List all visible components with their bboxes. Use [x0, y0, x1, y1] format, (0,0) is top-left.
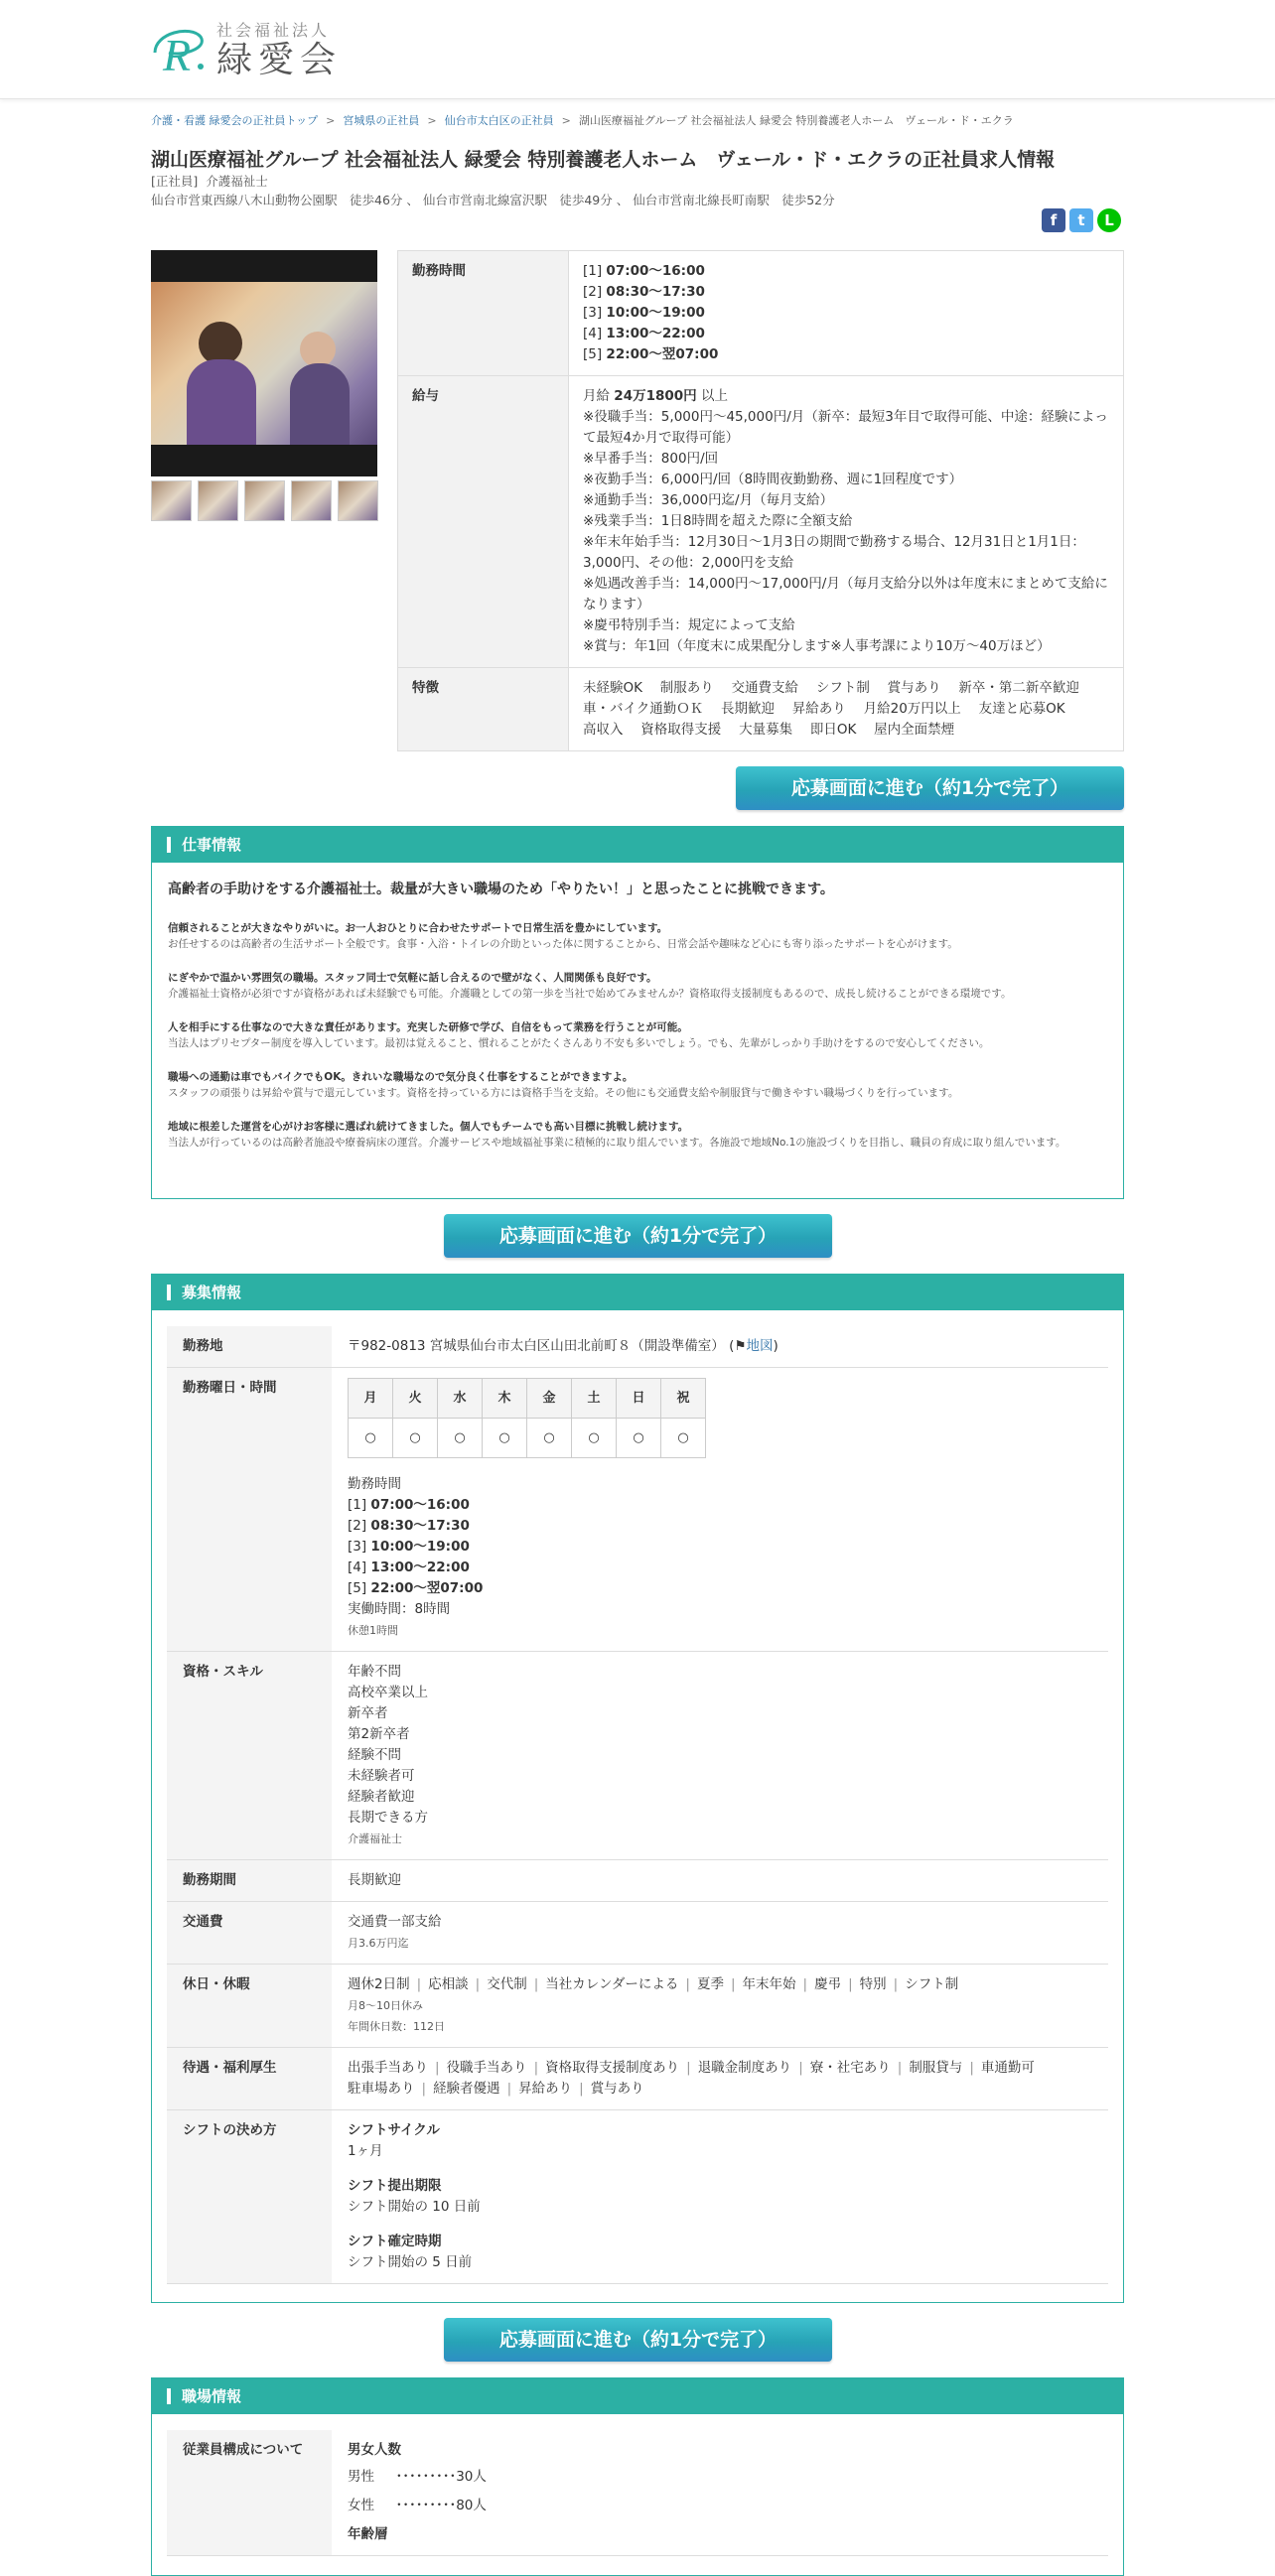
job-info-panel: [151, 826, 1124, 1199]
nearest-stations: 仙台市営東西線八木山動物公園駅 徒歩46分 、 仙台市営南北線富沢駅 徒歩49分 、 仙台市営南北線長町南駅 徒歩52分: [151, 193, 835, 207]
photo-thumbnails: [151, 480, 378, 521]
days-value: 月 火 水 木 金 土 日 祝 ○ ○ ○ ○ ○ ○ ○ ○ 勤務時間 [1] 07:00～16:00 [2] 08:30～17:30 [3] 10:00～19:00 [4] 13:00～22:00 [5] 22:00～翌07:00 実働時間：8時間 休憩1時間: [332, 1368, 1108, 1652]
skills-label: 資格・スキル: [167, 1652, 332, 1860]
recruit-table: [167, 1326, 1108, 2284]
summary-table: [397, 250, 1124, 751]
welfare-value: 出張手当あり | 役職手当あり | 資格取得支援制度あり | 退職金制度あり | 寮・社宅あり | 制服貸与 | 車通勤可 駐車場あり | 経験者優遇 | 昇給あり | 賞与あり: [332, 2048, 1108, 2110]
location-value: 〒982-0813 宮城県仙台市太白区山田北前町８（開設準備室） (⚑地図): [332, 1326, 1108, 1368]
skills-value: 年齢不問 高校卒業以上 新卒者 第2新卒者 経験不問 未経験者可 経験者歓迎 長期できる方 介護福祉士: [332, 1652, 1108, 1860]
thumbnail[interactable]: [151, 480, 192, 521]
thumbnail[interactable]: [338, 480, 378, 521]
logo-subtitle: 社会福祉法人: [216, 21, 331, 40]
workplace-table: [167, 2430, 1108, 2556]
salary-value: 月給 24万1800円 以上 ※役職手当：5,000円～45,000円/月（新卒：最短3年目で取得可能、中途：経験によって最短4か月で取得可能） ※早番手当：800円/回 ※夜勤手当：6,000円/回（8時間夜勤勤務、週に1回程度です） ※通勤手当：36,000円迄/月（毎月支給） ※残業手当：1日8時間を超えた際に全額支給 ※年末年始手当：12月30日～1月3日の期間で勤務する場合、12月31日と1月1日：3,000円、その他：2,000円を支給 ※処遇改善手当：14,000円～17,000円/月（毎月支給分以外は年度末にまとめて支給になります） ※慶弔特別手当：規定によって支給 ※賞与：年1回（年度末に成果配分します※人事考課により10万～40万ほど）: [569, 376, 1124, 668]
hours-label: 勤務時間: [398, 251, 569, 376]
employment-type: [正社員]: [151, 174, 199, 189]
period-value: 長期歓迎: [332, 1860, 1108, 1902]
salary-label: 給与: [398, 376, 569, 668]
shift-label: シフトの決め方: [167, 2110, 332, 2284]
welfare-label: 待遇・福利厚生: [167, 2048, 332, 2110]
transport-label: 交通費: [167, 1902, 332, 1965]
workplace-panel: [151, 2377, 1124, 2576]
days-label: 勤務曜日・時間: [167, 1368, 332, 1652]
staff-value: 男女人数 男性 ･････････30人 女性 ･････････80人 年齢層: [332, 2430, 1108, 2556]
shift-value: シフトサイクル 1ヶ月 シフト提出期限 シフト開始の 10 日前 シフト確定時期 シフト開始の 5 日前: [332, 2110, 1108, 2284]
map-link[interactable]: 地図: [746, 1338, 774, 1354]
holiday-value: 週休2日制 | 応相談 | 交代制 | 当社カレンダーによる | 夏季 | 年末年始 | 慶弔 | 特別 | シフト制 月8～10日休み 年間休日数：112日: [332, 1965, 1108, 2048]
breadcrumb-city[interactable]: 仙台市太白区の正社員: [444, 114, 554, 127]
location-label: 勤務地: [167, 1326, 332, 1368]
period-label: 勤務期間: [167, 1860, 332, 1902]
job-point: 職場への通勤は車でもバイクでもOK。きれいな職場なので気分良く仕事をすることができますよ。 スタッフの頑張りは昇給や賞与で還元しています。資格を持っている方には資格手当を支給。その他にも交通費支給や制服貸与で働きやすい職場づくりを行っています。: [168, 1071, 959, 1099]
features-value: 未経験OK 制服あり 交通費支給 シフト制 賞与あり 新卒・第二新卒歓迎 車・バイク通勤ＯＫ 長期歓迎 昇給あり 月給20万円以上 友達と応募OK 高収入 資格取得支援 大量募集 即日OK 屋内全面禁煙: [569, 668, 1124, 751]
logo-initial: R: [163, 29, 192, 80]
thumbnail[interactable]: [244, 480, 285, 521]
breadcrumb-separator: >: [561, 114, 571, 127]
thumbnail[interactable]: [198, 480, 238, 521]
breadcrumb-separator: >: [427, 114, 437, 127]
breadcrumb: [151, 112, 1124, 128]
section-heading: 職場情報: [152, 2378, 1123, 2414]
job-summary: [151, 172, 1124, 209]
apply-button[interactable]: 応募画面に進む（約1分で完了）: [444, 1214, 832, 1258]
map-pin-icon: ⚑: [734, 1338, 747, 1354]
staff-label: 従業員構成について: [167, 2430, 332, 2556]
job-lead: 高齢者の手助けをする介護福祉士。裁量が大きい職場のため「やりたい！」と思ったことに挑戦できます。: [168, 881, 834, 897]
hours-value: [1] 07:00～16:00 [2] 08:30～17:30 [3] 10:00～19:00 [4] 13:00～22:00 [5] 22:00～翌07:00: [569, 251, 1124, 376]
logo-mark-icon: [151, 19, 207, 80]
holiday-label: 休日・休暇: [167, 1965, 332, 2048]
job-point: 地域に根差した運営を心がけお客様に選ばれ続けてきました。個人でもチームでも高い目標に挑戦し続けます。 当法人が行っているのは高齢者施設や療養病床の運営。介護サービスや地域福祉事業に積極的に取り組んでいます。各施設で地域No.1の施設づくりを目指し、職員の育成に取り組んでいます。: [168, 1121, 1066, 1149]
features-label: 特徴: [398, 668, 569, 751]
site-header: [0, 0, 1275, 99]
section-heading: 仕事情報: [152, 827, 1123, 863]
breadcrumb-prefecture[interactable]: 宮城県の正社員: [343, 114, 420, 127]
apply-button[interactable]: 応募画面に進む（約1分で完了）: [444, 2318, 832, 2362]
transport-value: 交通費一部支給 月3.6万円迄: [332, 1902, 1108, 1965]
section-heading: 募集情報: [152, 1275, 1123, 1310]
thumbnail[interactable]: [291, 480, 332, 521]
breadcrumb-separator: >: [326, 114, 336, 127]
job-point: にぎやかで温かい雰囲気の職場。スタッフ同士で気軽に話し合えるので壁がなく、人間関係も良好です。 介護福祉士資格が必須ですが資格があれば未経験でも可能。介護職としての第一歩を当社で始めてみませんか？資格取得支援制度もあるので、成長し続けることができる環境です。: [168, 972, 1012, 1000]
job-type: 介護福祉士: [206, 174, 268, 189]
apply-button[interactable]: 応募画面に進む（約1分で完了）: [736, 766, 1124, 810]
page-title: 湖山医療福祉グループ 社会福祉法人 緑愛会 特別養護老人ホーム ヴェール・ド・エクラの正社員求人情報: [151, 149, 1056, 171]
share-buttons: [1042, 208, 1121, 232]
logo-title: 緑愛会: [216, 40, 343, 80]
facebook-icon[interactable]: f: [1042, 208, 1065, 232]
recruit-panel: [151, 1274, 1124, 2303]
twitter-icon[interactable]: t: [1069, 208, 1093, 232]
breadcrumb-top[interactable]: 介護・看護 緑愛会の正社員トップ: [151, 114, 319, 127]
job-point: 信頼されることが大きなやりがいに。お一人おひとりに合わせたサポートで日常生活を豊かにしています。 お任せするのは高齢者の生活サポート全般です。食事・入浴・トイレの介助といった体に関することから、日常会話や趣味など心にも寄り添ったサポートを心がけます。: [168, 922, 958, 950]
breadcrumb-current: 湖山医療福祉グループ 社会福祉法人 緑愛会 特別養護老人ホーム ヴェール・ド・エクラ: [578, 114, 1014, 127]
job-point: 人を相手にする仕事なので大きな責任があります。充実した研修で学び、自信をもって業務を行うことが可能。 当法人はプリセプター制度を導入しています。最初は覚えること、慣れることがたくさんあり不安も多いでしょう。でも、先輩がしっかり手助けをするので安心してください。: [168, 1021, 990, 1049]
main-photo[interactable]: [151, 250, 377, 476]
weekday-table: 月 火 水 木 金 土 日 祝 ○ ○ ○ ○ ○ ○ ○ ○: [348, 1378, 706, 1458]
line-icon[interactable]: L: [1097, 208, 1121, 232]
logo[interactable]: [151, 18, 342, 80]
